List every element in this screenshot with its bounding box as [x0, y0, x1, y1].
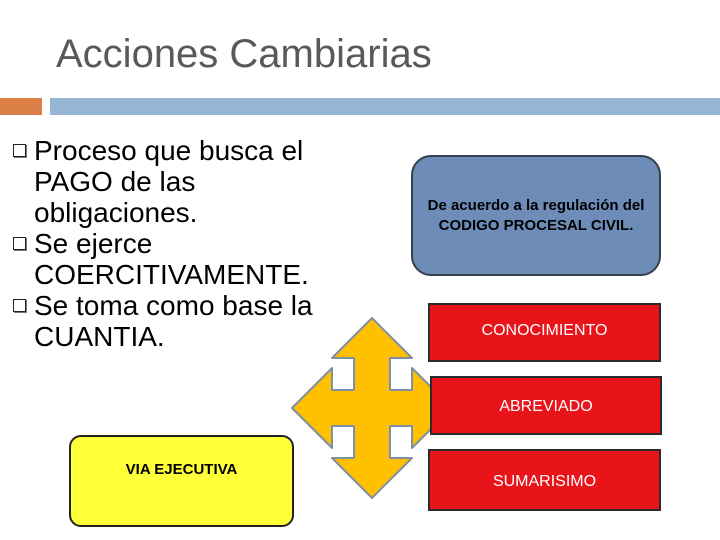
- bullet-text: Se ejerce COERCITIVAMENTE.: [34, 228, 309, 290]
- regulation-box: De acuerdo a la regulación del CODIGO PROCESAL CIVIL.: [411, 155, 661, 276]
- bullet-text: Proceso que busca el PAGO de las obligaciones.: [34, 135, 304, 228]
- via-ejecutiva-box: VIA EJECUTIVA: [69, 435, 294, 527]
- sumarisimo-box: SUMARISIMO: [428, 449, 661, 511]
- abreviado-box: ABREVIADO: [430, 376, 662, 435]
- conocimiento-box: CONOCIMIENTO: [428, 303, 661, 362]
- slide-title: Acciones Cambiarias: [56, 32, 432, 76]
- bullet-text: Se toma como base la CUANTIA.: [34, 290, 313, 352]
